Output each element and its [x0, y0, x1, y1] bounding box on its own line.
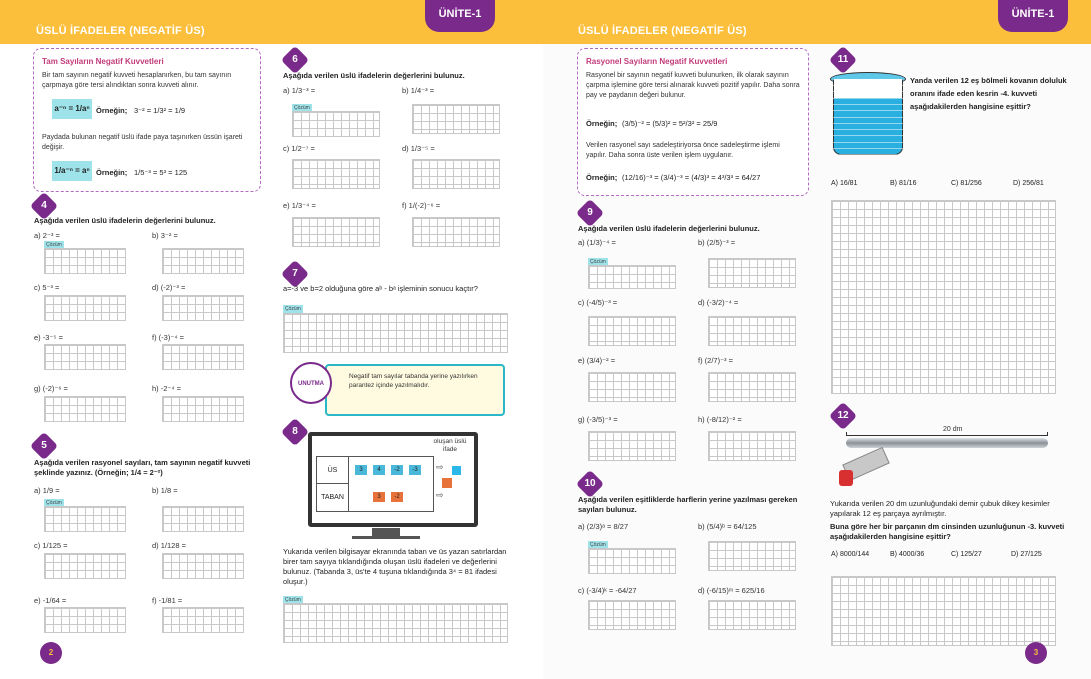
info-bullet-1: Bir tam sayının negatif kuvveti hesaplanırken, bu tam sayının çarpmaya göre tersi alındıktan sonra kuvveti alınır.: [42, 72, 232, 89]
solution-label: Çözüm: [46, 242, 62, 248]
answer-grid[interactable]: [831, 200, 1056, 394]
answer-grid[interactable]: [44, 506, 126, 532]
q12-badge: 12: [829, 402, 857, 430]
q9-badge: 9: [576, 199, 604, 227]
q9-item: h) (-8/12)⁻² =: [698, 415, 742, 424]
q5-item: e) -1/64 =: [34, 596, 67, 605]
answer-grid[interactable]: [588, 372, 676, 402]
q11-option-d[interactable]: D) 256/81: [1013, 180, 1044, 187]
q4-item: d) (-2)⁻³ =: [152, 283, 186, 292]
left-unit-tab: ÜNİTE-1: [425, 0, 495, 32]
q11-text: Yanda verilen 12 eş bölmeli kovanın doluluk oranını ifade eden kesrin -4. kuvveti aşağıdakilerden hangisine eşittir?: [910, 76, 1067, 111]
formula-1: a⁻ⁿ = 1/aⁿ: [52, 99, 92, 119]
example-1: 3⁻² = 1/3² = 1/9: [134, 106, 186, 115]
answer-grid[interactable]: [588, 316, 676, 346]
q10-item: c) (-3/4)ᵏ = -64/27: [578, 586, 637, 595]
left-page: [0, 0, 543, 679]
arrow-right-icon: ⇨: [436, 490, 444, 500]
us-label: ÜS: [317, 457, 349, 484]
answer-grid[interactable]: [162, 248, 244, 274]
answer-grid[interactable]: [162, 607, 244, 633]
us-key[interactable]: 3: [355, 465, 367, 475]
q11-option-b[interactable]: B) 81/16: [890, 180, 917, 187]
monitor-base: [352, 536, 420, 539]
q8-text: Yukarıda verilen bilgisayar ekranında taban ve üs yazan satırlardan birer tam sayıya tıklandığında oluşan üslü ifadeleri ve değerlerini bulunuz. (Tabanda 3, üs'te 4 tuşuna tıklandığında 3⁴ = 81 ifadesi oluşur.): [283, 547, 507, 586]
q6-item: a) 1/3⁻³ =: [283, 86, 316, 95]
q5-item: a) 1/9 =: [34, 486, 60, 495]
example-1-label: Örneğin;: [96, 106, 128, 115]
q4-item: e) -3⁻⁵ =: [34, 333, 63, 342]
answer-grid[interactable]: [44, 607, 126, 633]
taban-key[interactable]: 3: [373, 492, 385, 502]
saw-handle: [839, 470, 853, 486]
q7-text: a=-3 ve b=2 olduğuna göre aᵇ - bᵃ işleminin sonucu kaçtır?: [283, 284, 478, 293]
formula-2: 1/a⁻ⁿ = aⁿ: [52, 161, 92, 181]
answer-grid[interactable]: [162, 553, 244, 579]
answer-grid[interactable]: [292, 111, 380, 137]
q6-item: f) 1/(-2)⁻⁶ =: [402, 201, 441, 210]
answer-grid[interactable]: [292, 217, 380, 247]
q12-option-c[interactable]: C) 125/27: [951, 551, 982, 558]
answer-grid[interactable]: [412, 217, 500, 247]
taban-key[interactable]: -2: [391, 492, 403, 502]
q12-option-d[interactable]: D) 27/125: [1011, 551, 1042, 558]
answer-grid[interactable]: [292, 159, 380, 189]
answer-grid[interactable]: [708, 541, 796, 571]
q12-option-b[interactable]: B) 4000/36: [890, 551, 925, 558]
q5-item: c) 1/125 =: [34, 541, 68, 550]
answer-grid[interactable]: [588, 548, 676, 574]
arrow-right-icon: ⇨: [436, 462, 444, 472]
q6-item: e) 1/3⁻⁴ =: [283, 201, 316, 210]
monitor-stand: [372, 528, 400, 536]
q9-text: Aşağıda verilen üslü ifadelerin değerlerini bulunuz.: [578, 224, 760, 233]
q9-item: e) (3/4)⁻² =: [578, 356, 616, 365]
us-key[interactable]: -3: [409, 465, 421, 475]
q6-item: b) 1/4⁻³ =: [402, 86, 435, 95]
page-number: 3: [1025, 642, 1047, 664]
solution-label: Çözüm: [590, 542, 606, 548]
us-key[interactable]: -2: [391, 465, 403, 475]
q6-item: c) 1/2⁻⁷ =: [283, 144, 315, 153]
q8-badge: 8: [281, 418, 309, 446]
q9-item: a) (1/3)⁻⁴ =: [578, 238, 616, 247]
q5-item: b) 1/8 =: [152, 486, 178, 495]
q5-item: d) 1/128 =: [152, 541, 186, 550]
answer-grid[interactable]: [283, 603, 508, 643]
q11-option-c[interactable]: C) 81/256: [951, 180, 982, 187]
answer-grid[interactable]: [588, 600, 676, 630]
example-2-label: Örneğin;: [96, 168, 128, 177]
q5-item: f) -1/81 =: [152, 596, 183, 605]
answer-grid[interactable]: [588, 265, 676, 289]
q11-badge: 11: [829, 46, 857, 74]
solution-label: Çözüm: [46, 500, 62, 506]
q9-item: c) (-4/5)⁻³ =: [578, 298, 618, 307]
q4-text: Aşağıda verilen üslü ifadelerin değerlerini bulunuz.: [34, 216, 216, 225]
example-2: 1/5⁻³ = 5³ = 125: [134, 168, 188, 177]
dimension-line: [846, 432, 1048, 436]
answer-grid[interactable]: [708, 316, 796, 346]
answer-grid[interactable]: [708, 600, 796, 630]
info-box-title: Tam Sayıların Negatif Kuvvetleri: [42, 57, 164, 66]
answer-grid[interactable]: [708, 372, 796, 402]
answer-grid[interactable]: [162, 295, 244, 321]
q5-text: Aşağıda verilen rasyonel sayıları, tam sayının negatif kuvveti şeklinde yazınız. (Örneğin; 1/4 = 2⁻²): [34, 458, 251, 477]
q10-item: a) (2/3)ᵃ = 8/27: [578, 522, 629, 531]
q6-item: d) 1/3⁻⁵ =: [402, 144, 435, 153]
q9-item: d) (-3/2)⁻⁴ =: [698, 298, 739, 307]
q7-badge: 7: [281, 260, 309, 288]
info-box-rationals: [577, 48, 809, 196]
answer-grid[interactable]: [162, 344, 244, 370]
q4-item: g) (-2)⁻⁶ =: [34, 384, 68, 393]
q12-question: Buna göre her bir parçanın dm cinsinden uzunluğunun -3. kuvveti aşağıdakilerden hangisine eşittir?: [830, 522, 1065, 541]
q10-text: Aşağıda verilen eşitliklerde harflerin yerine yazılması gereken sayıları bulunuz.: [578, 495, 798, 514]
answer-grid[interactable]: [162, 396, 244, 422]
example-1: (3/5)⁻² = (5/3)² = 5²/3² = 25/9: [622, 119, 718, 128]
info-bullet-2: Paydada bulunan negatif üslü ifade paya taşınırken üssün işareti değişir.: [42, 134, 243, 151]
q11-option-a[interactable]: A) 16/81: [831, 180, 858, 187]
taban-label: TABAN: [317, 484, 349, 511]
q4-item: b) 3⁻² =: [152, 231, 178, 240]
info-bullet-2: Verilen rasyonel sayı sadeleştiriyorsa önce sadeleştirme işlemi yapılır. Daha sonra üste verilen işlem uygulanır.: [586, 142, 780, 159]
input-table: [316, 456, 434, 512]
answer-grid[interactable]: [412, 159, 500, 189]
solution-label: Çözüm: [285, 306, 301, 312]
answer-grid[interactable]: [44, 248, 126, 274]
solution-label: Çözüm: [590, 259, 606, 265]
solution-label: Çözüm: [294, 105, 310, 111]
answer-grid[interactable]: [44, 295, 126, 321]
page-number: 2: [40, 642, 62, 664]
q6-badge: 6: [281, 46, 309, 74]
example-2: (12/16)⁻³ = (3/4)⁻³ = (4/3)³ = 4³/3³ = 64/27: [622, 173, 761, 182]
info-box-title: Rasyonel Sayıların Negatif Kuvvetleri: [586, 57, 728, 66]
us-key[interactable]: 4: [373, 465, 385, 475]
q10-item: b) (5/4)ᵇ = 64/125: [698, 522, 757, 531]
reminder-note: [325, 364, 505, 416]
q10-item: d) (-6/15)ᵐ = 625/16: [698, 586, 765, 595]
q4-item: f) (-3)⁻⁴ =: [152, 333, 184, 342]
answer-grid[interactable]: [831, 576, 1056, 646]
answer-grid[interactable]: [44, 553, 126, 579]
answer-grid[interactable]: [708, 431, 796, 461]
q10-badge: 10: [576, 470, 604, 498]
solution-label: Çözüm: [285, 597, 301, 603]
q4-badge: 4: [30, 192, 58, 220]
right-unit-tab: ÜNİTE-1: [998, 0, 1068, 32]
answer-grid[interactable]: [44, 396, 126, 422]
rod-length-label: 20 dm: [943, 426, 963, 433]
q9-item: b) (2/5)⁻³ =: [698, 238, 736, 247]
q12-text: Yukarıda verilen 20 dm uzunluğundaki demir çubuk dikey kesimler yapılarak 12 eş parçaya ayrılmıştır.: [830, 499, 1050, 518]
answer-grid[interactable]: [708, 258, 796, 288]
right-header-title: ÜSLÜ İFADELER (NEGATİF ÜS): [578, 25, 747, 37]
example-2-label: Örneğin;: [586, 173, 618, 182]
answer-grid[interactable]: [162, 506, 244, 532]
reminder-badge: UNUTMA: [290, 362, 332, 404]
answer-grid[interactable]: [412, 104, 500, 134]
reminder-text: Negatif tam sayılar tabanda yerine yazılırken parantez içinde yazılmalıdır.: [349, 373, 478, 389]
q12-option-a[interactable]: A) 8000/144: [831, 551, 870, 558]
q4-item: c) 5⁻³ =: [34, 283, 60, 292]
q5-badge: 5: [30, 432, 58, 460]
q9-item: f) (2/7)⁻³ =: [698, 356, 734, 365]
example-1-label: Örneğin;: [586, 119, 618, 128]
exponent-slot: [452, 466, 461, 475]
q4-item: a) 2⁻³ =: [34, 231, 60, 240]
answer-grid[interactable]: [44, 344, 126, 370]
iron-rod: [846, 438, 1048, 448]
right-page: [543, 0, 1091, 679]
q9-item: g) (-3/5)⁻³ =: [578, 415, 618, 424]
info-bullet-1: Rasyonel bir sayının negatif kuvveti bulunurken, ilk olarak sayının çarpma işlemine göre tersi alınarak kuvveti pozitif yapılır. Daha sonra pay ve paydanın değeri bulunur.: [586, 72, 800, 99]
answer-grid[interactable]: [283, 313, 508, 353]
left-header-title: ÜSLÜ İFADELER (NEGATİF ÜS): [36, 25, 205, 37]
bucket-illustration: [830, 72, 906, 162]
q4-item: h) -2⁻⁴ =: [152, 384, 182, 393]
info-box-integers: [33, 48, 261, 192]
answer-grid[interactable]: [588, 431, 676, 461]
output-label: oluşan üslü ifade: [433, 438, 467, 453]
q6-text: Aşağıda verilen üslü ifadelerin değerlerini bulunuz.: [283, 71, 465, 80]
base-slot: [442, 478, 452, 488]
